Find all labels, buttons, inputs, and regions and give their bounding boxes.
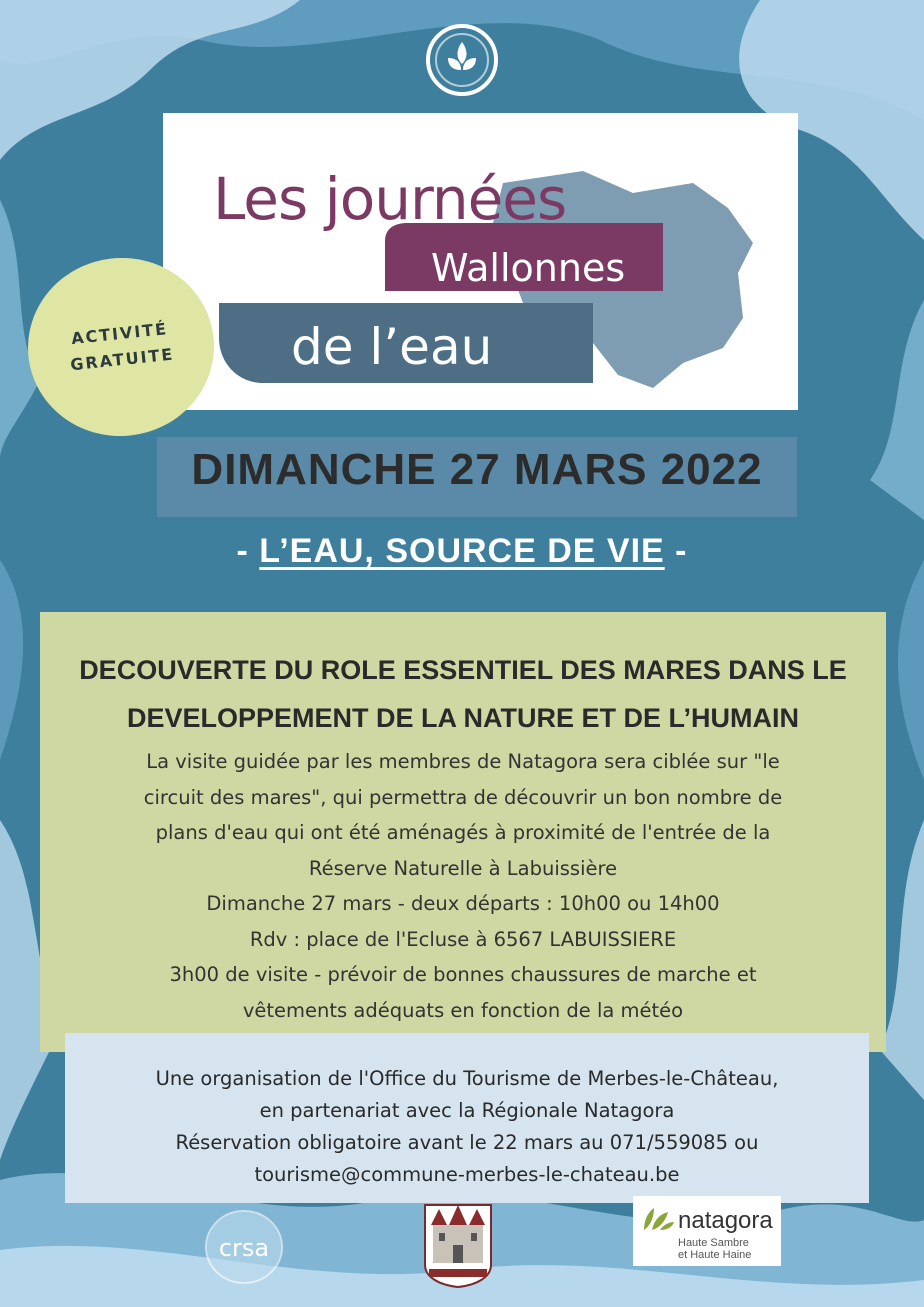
natagora-name: natagora: [678, 1207, 773, 1234]
organizer-line: Une organisation de l'Office du Tourisme de Merbes-le-Château,: [155, 1067, 779, 1090]
reservation-line: Réservation obligatoire avant le 22 mars au 071/559085 ou: [175, 1131, 759, 1154]
leaf-emblem-icon: [424, 22, 500, 98]
description-line: Réserve Naturelle à Labuissière: [308, 856, 618, 880]
badge-line1: ACTIVITÉ: [70, 319, 169, 349]
description-line: circuit des mares", qui permettra de découvrir un bon nombre de: [143, 785, 783, 809]
partner-line: en partenariat avec la Régionale Natagora: [259, 1099, 675, 1122]
schedule-line: Dimanche 27 mars - deux départs : 10h00 ou 14h00: [206, 892, 720, 915]
description-line: plans d'eau qui ont été aménagés à proximité de l'entrée de la: [155, 821, 771, 844]
activity-title-line2: DEVELOPPEMENT DE LA NATURE ET DE L’HUMAIN: [126, 703, 800, 733]
natagora-region: [678, 1237, 751, 1261]
clothing-line: vêtements adéquats en fonction de la météo: [242, 998, 684, 1022]
description-line: La visite guidée par les membres de Natagora sera ciblée sur "le: [146, 750, 780, 773]
logo-title-line3: de l’eau: [291, 318, 493, 376]
subtitle-suffix: -: [664, 532, 688, 570]
contact-email: tourisme@commune-merbes-le-chateau.be: [254, 1163, 680, 1186]
event-subtitle: [0, 532, 924, 571]
logo-title-line2: Wallonnes: [431, 246, 626, 290]
organizer-text: [65, 1063, 869, 1191]
event-date: DIMANCHE 27 MARS 2022: [191, 445, 763, 494]
natagora-region-line2: et Haute Haine: [678, 1249, 752, 1261]
activity-title: [40, 646, 886, 742]
activity-description: [56, 744, 870, 1028]
logo-title-line1: Les journées: [213, 165, 567, 233]
crsa-logo-icon: [204, 1208, 284, 1286]
crsa-label: crsa: [218, 1234, 270, 1262]
subtitle-main: L’EAU, SOURCE DE VIE: [259, 532, 665, 570]
natagora-leaf-icon: [640, 1206, 676, 1232]
town-crest-icon: [419, 1195, 497, 1289]
badge-line2: GRATUITE: [69, 344, 176, 375]
event-logo-card: [163, 113, 798, 410]
subtitle-prefix: -: [236, 532, 260, 570]
natagora-region-line1: Haute Sambre: [678, 1237, 749, 1249]
meeting-point-line: Rdv : place de l'Ecluse à 6567 LABUISSIERE: [249, 927, 677, 951]
duration-line: 3h00 de visite - prévoir de bonnes chaussures de marche et: [169, 963, 757, 986]
activity-title-line1: DECOUVERTE DU ROLE ESSENTIEL DES MARES DANS LE: [79, 655, 847, 685]
